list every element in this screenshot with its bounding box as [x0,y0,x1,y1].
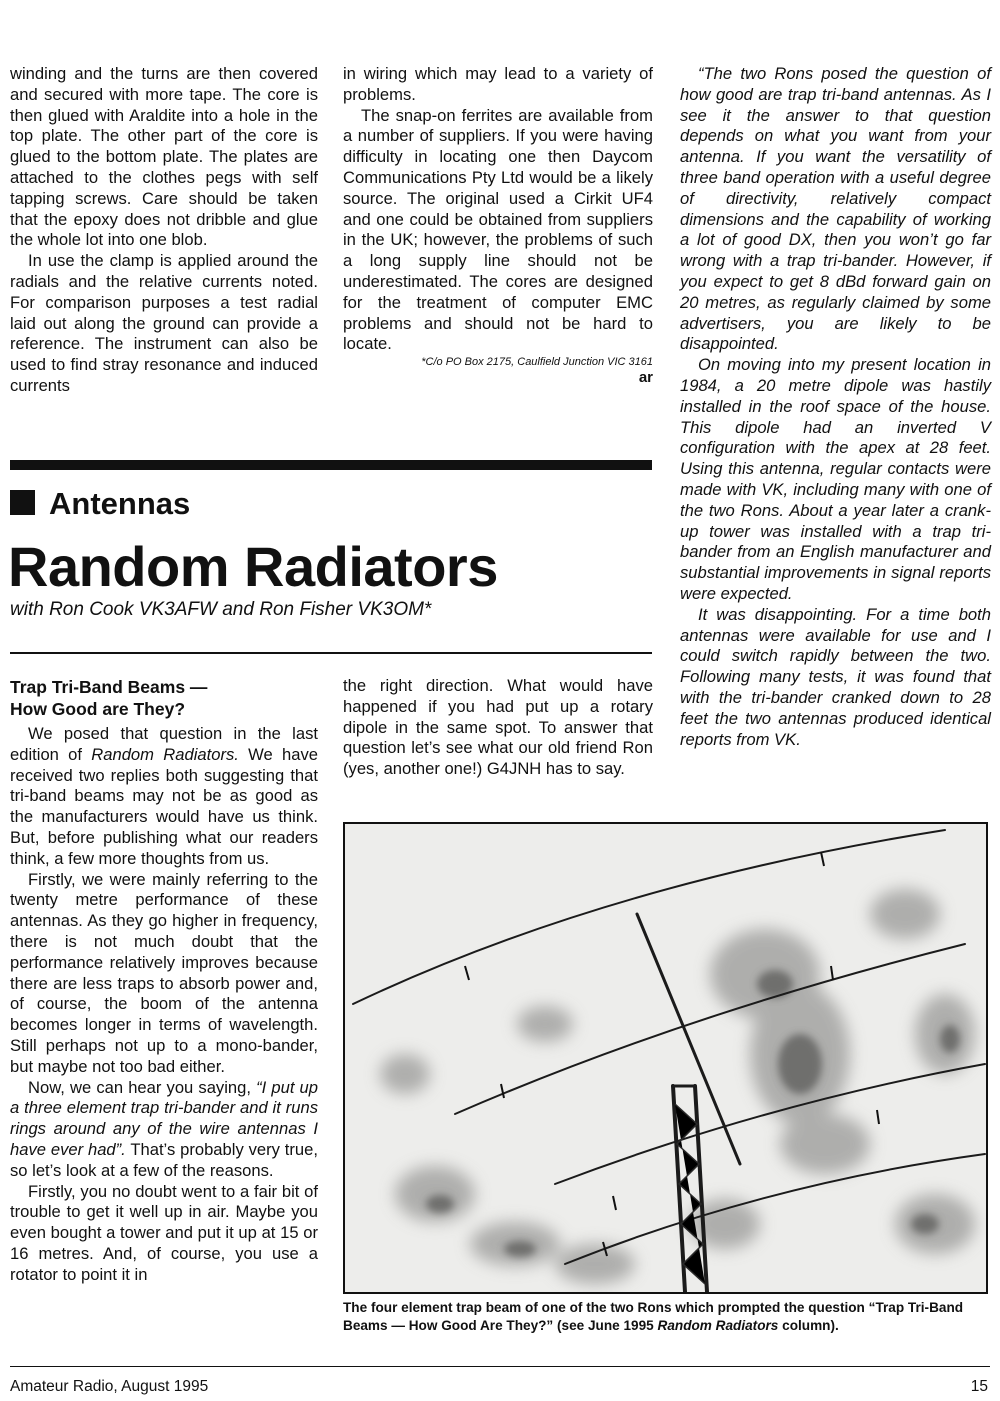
paragraph: winding and the turns are then covered and secured with more tape. The core is then glued with Araldite into a hole in the top plate. The other part of the core is glued to the bottom plate. The plates are attached to the clothes pegs with self tapping screws. Care should be taken that the epoxy does not dribble and glue the whole lot into one blob. [10,64,318,250]
antenna-photo [343,822,988,1294]
top-column-1 [10,64,318,397]
top-column-2 [343,64,653,387]
paragraph: “The two Rons posed the question of how good are trap tri-band antennas. As I see it the answer to that question depends on what you want from your antenna. If you want the versatility of three band operation with a useful degree of directivity, relatively compact dimensions and the capability of working a lot of good DX, then you won’t go far wrong with a trap tri-bander. However, if you expect to get 8 dBd forward gain on 20 metres, as regularly claimed by some advertisers, you are likely to be disappointed. [680,64,991,354]
publication-footer: Amateur Radio, August 1995 [10,1378,209,1395]
header-rule [10,460,652,470]
right-column [680,64,991,750]
footer-rule [10,1366,990,1367]
paragraph: We posed that question in the last edition of Random Radiators. We have received two replies both suggesting that tri-band beams may not be as good as the manufacturers would have us think. But, before publishing what our readers think, a few more thoughts from us. [10,724,318,868]
paragraph: In use the clamp is applied around the radials and the relative currents noted. For comparison purposes a test radial laid out along the ground can provide a reference. The instrument can also be used to find stray resonance and induced currents [10,251,318,395]
section-label [10,484,190,524]
paragraph: in wiring which may lead to a variety of problems. [343,64,653,104]
paragraph: Now, we can hear you saying, “I put up a three element trap tri-bander and it runs rings around any of the wire antennas I have ever had”. That’s probably very true, so let’s look at a few of the reasons. [10,1077,319,1180]
paragraph: The snap-on ferrites are available from a number of suppliers. If you were having difficulty in locating one then Daycom Communications Pty Ltd would be a likely source. The original used a Cirkit UF4 and one could be obtained from suppliers in the UK; however, the problems of such a long supply line should not be underestimated. The cores are designed for the treatment of computer EMC problems and should not be hard to locate. [343,105,653,354]
paragraph: It was disappointing. For a time both antennas were available for use and I could switch rapidly between the two. Following many tests, it was found that with the tri-bander cranked down to 28 feet the two antennas produced identical reports from VK. [680,604,991,749]
paragraph: On moving into my present location in 1984, a 20 metre dipole was hastily installed in the roof space of the house. This dipole had an inverted V configuration with the apex at 28 feet. Using this antenna, regular contacts were made with VK, including many with one of the two Rons. About a year later a crank-up tower was installed with a trap tri-bander from an English manufacturer and substantial improvements in signal reports were expected. [680,355,991,603]
article-column-1 [10,676,318,1286]
photo-caption: The four element trap beam of one of the two Rons which prompted the question “Trap Tri-Band Beams — How Good Are They?” (see June 1995 Random Radiators column). [343,1300,964,1333]
address-footnote: *C/o PO Box 2175, Caulfield Junction VIC 3161 [421,356,653,369]
paragraph: the right direction. What would have happened if you had put up a rotary dipole in the same spot. To answer that question let’s see what our old friend Ron (yes, another one!) G4JNH has to say. [343,676,653,779]
paragraph: Firstly, you no doubt went to a fair bit of trouble to get it well up in air. Maybe you even bought a tower and put it up at 15 or 16 metres. And, of course, you use a rotator to point it in [10,1181,318,1284]
page-number: 15 [970,1378,988,1395]
paragraph: Firstly, we were mainly referring to the twenty metre performance of these antennas. As they go higher in frequency, there is not much doubt that the performance relatively improves because there are less traps to absorb power and, of course, the boom of the antenna becomes longer in terms of wavelength. Still perhaps not up to a mono-bander, but maybe not too bad either. [10,869,318,1076]
subheading-line: How Good are They? [10,699,186,719]
byline-rule [10,652,652,654]
article-column-2 [343,676,653,780]
section-label-text: Antennas [49,486,191,521]
page-title: Random Radiators [8,535,498,598]
subheading-line: Trap Tri-Band Beams — [10,677,208,697]
subheading [10,676,318,720]
end-mark: ar [638,369,653,387]
byline: with Ron Cook VK3AFW and Ron Fisher VK3OM* [10,599,432,620]
trap-beam-image [345,824,986,1292]
square-bullet-icon [10,490,35,515]
